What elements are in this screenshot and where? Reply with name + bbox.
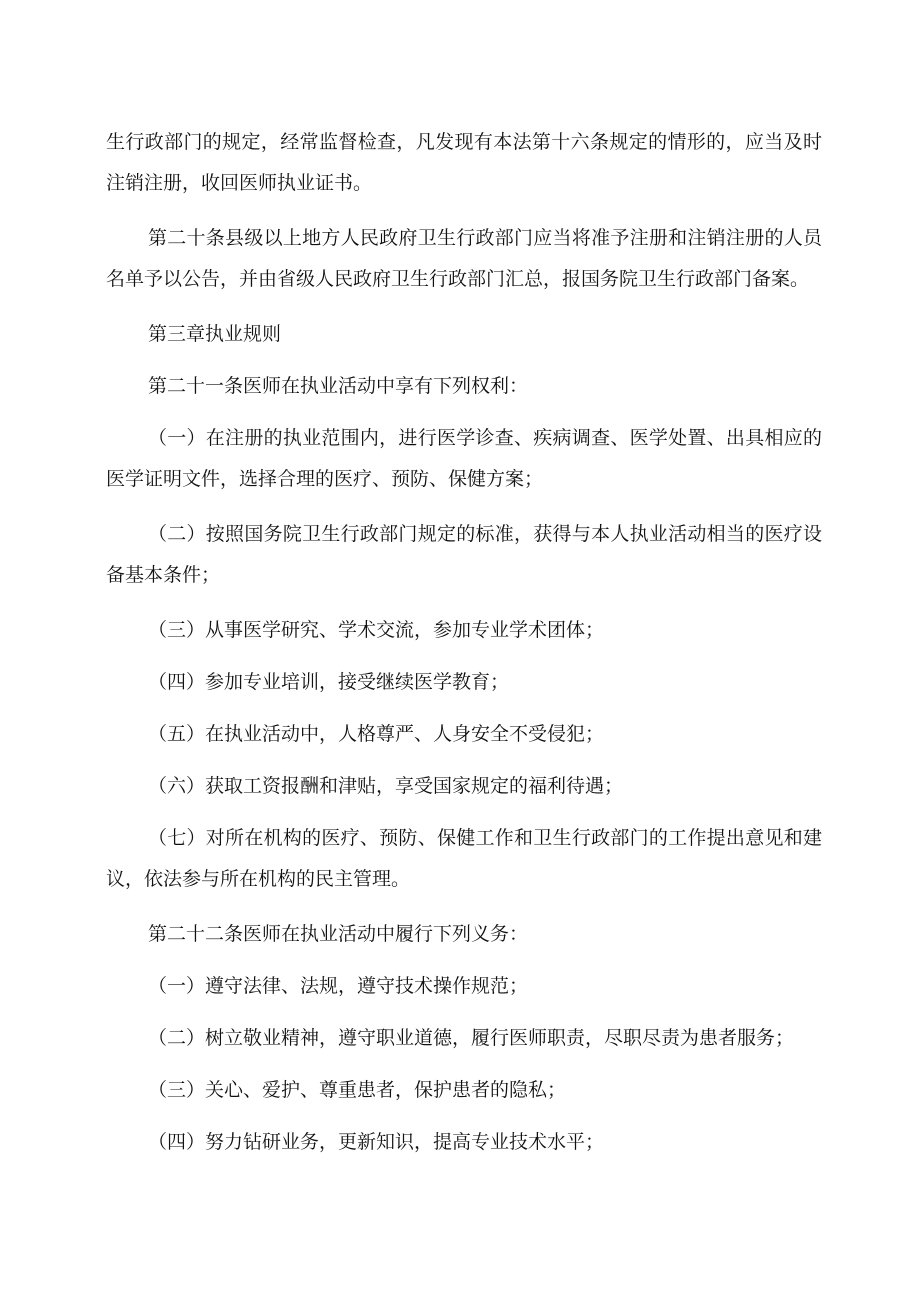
list-item-right-2: （二）按照国务院卫生行政部门规定的标准，获得与本人执业活动相当的医疗设备基本条件；: [106, 523, 822, 586]
list-item-right-5: （五）在执业活动中，人格尊严、人身安全不受侵犯；: [148, 723, 605, 745]
document-body: [106, 122, 822, 1174]
paragraph-article-21: 第二十一条医师在执业活动中享有下列权利：: [148, 375, 529, 397]
list-item-duty-3: （三）关心、爱护、尊重患者，保护患者的隐私；: [148, 1079, 567, 1101]
list-item-right-1: （一）在注册的执业范围内，进行医学诊查、疾病调查、医学处置、出具相应的医学证明文件，选择合理的医疗、预防、保健方案；: [106, 427, 822, 490]
list-item-duty-4: （四）努力钻研业务，更新知识，提高专业技术水平；: [148, 1131, 605, 1153]
list-item-right-6: （六）获取工资报酬和津贴，享受国家规定的福利待遇；: [148, 775, 624, 797]
list-item-right-4: （四）参加专业培训，接受继续医学教育；: [148, 671, 510, 693]
paragraph-article-20: 第二十条县级以上地方人民政府卫生行政部门应当将准予注册和注销注册的人员名单予以公告，并由省级人民政府卫生行政部门汇总，报国务院卫生行政部门备案。: [106, 227, 822, 290]
list-item-right-3: （三）从事医学研究、学术交流，参加专业学术团体；: [148, 619, 605, 641]
list-item-duty-1: （一）遵守法律、法规，遵守技术操作规范；: [148, 975, 529, 997]
paragraph-article-22: 第二十二条医师在执业活动中履行下列义务：: [148, 923, 529, 945]
list-item-right-7: （七）对所在机构的医疗、预防、保健工作和卫生行政部门的工作提出意见和建议，依法参与所在机构的民主管理。: [106, 827, 822, 890]
paragraph-continuation: 生行政部门的规定，经常监督检查，凡发现有本法第十六条规定的情形的，应当及时注销注册，收回医师执业证书。: [106, 131, 822, 194]
chapter-heading: 第三章执业规则: [148, 323, 282, 345]
list-item-duty-2: （二）树立敬业精神，遵守职业道德，履行医师职责，尽职尽责为患者服务；: [148, 1027, 795, 1049]
